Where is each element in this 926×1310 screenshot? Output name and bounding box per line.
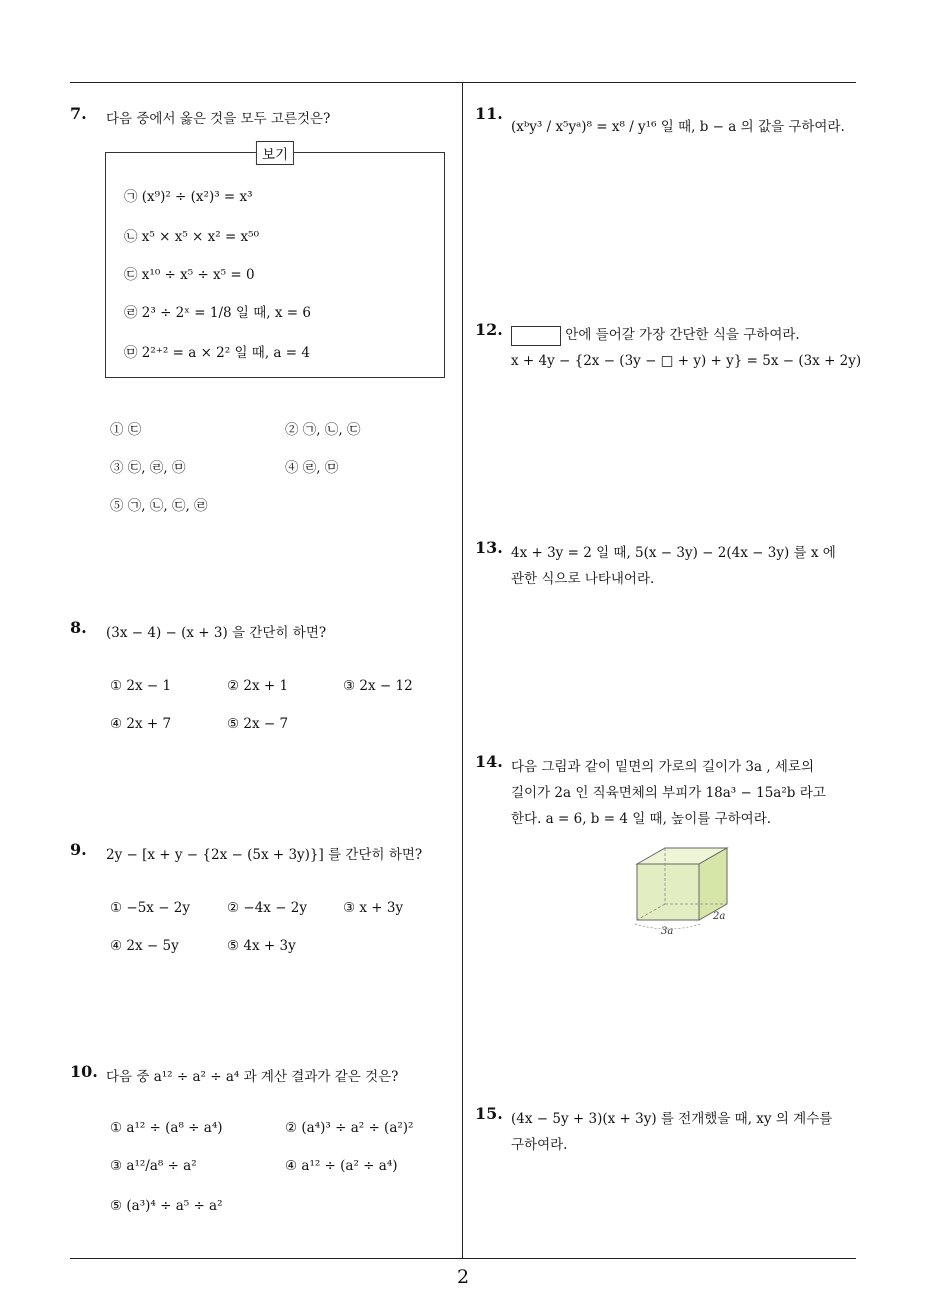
question-number: 9. [70,840,87,859]
choice-3[interactable]: ③ a¹²/a⁸ ÷ a² [110,1158,197,1174]
question-text: (3x − 4) − (x + 3) 을 간단히 하면? [106,625,327,641]
cuboid-figure [625,842,745,942]
question-number: 15. [475,1104,503,1123]
question-text: 다음 중 a¹² ÷ a² ÷ a⁴ 과 계산 결과가 같은 것은? [106,1069,399,1085]
question-text-line-1: (4x − 5y + 3)(x + 3y) 를 전개했을 때, xy 의 계수를 [511,1111,833,1127]
question-text-line-1: 4x + 3y = 2 일 때, 5(x − 3y) − 2(4x − 3y) 를 x 에 [511,545,836,561]
question-number: 12. [475,320,503,339]
bogi-item: ㉢ x¹⁰ ÷ x⁵ ÷ x⁵ = 0 [124,267,255,283]
bogi-item: ㉤ 2²⁺² = a × 2² 일 때, a = 4 [124,345,310,361]
question-text-line-2: 구하여라. [511,1137,568,1153]
choice-1[interactable]: ① a¹² ÷ (a⁸ ÷ a⁴) [110,1120,223,1136]
question-text-line-2: 길이가 2a 인 직육면체의 부피가 18a³ − 15a²b 라고 [511,785,826,801]
question-number: 11. [475,104,503,123]
question-text: 2y − [x + y − {2x − (5x + 3y)}] 를 간단히 하면? [106,847,423,863]
choice-4[interactable]: ④ 2x + 7 [110,716,172,732]
question-number: 10. [70,1062,98,1081]
choice-2[interactable]: ② −4x − 2y [227,900,308,916]
question-text-line-2: 관한 식으로 나타내어라. [511,571,655,587]
choice-2[interactable]: ② 2x + 1 [227,678,289,694]
top-rule [70,82,856,83]
choice-4[interactable]: ④ 2x − 5y [110,938,179,954]
bogi-box [105,147,445,378]
question-text: 안에 들어갈 가장 간단한 식을 구하여라. [565,327,800,343]
question-line [511,322,800,348]
question-text-line-3: 한다. a = 6, b = 4 일 때, 높이를 구하여라. [511,811,772,827]
choice-5[interactable]: ⑤ 2x − 7 [227,716,289,732]
choice-2[interactable]: ② ㉠, ㉡, ㉢ [285,422,361,438]
choice-3[interactable]: ③ 2x − 12 [343,678,413,694]
bogi-title: 보기 [256,141,294,165]
question-text-line-1: 다음 그림과 같이 밑면의 가로의 길이가 3a , 세로의 [511,759,815,775]
bottom-rule [70,1258,856,1259]
bogi-item: ㉠ (x⁹)² ÷ (x²)³ = x³ [124,189,253,205]
choice-1[interactable]: ① ㉢ [110,422,142,438]
choice-5[interactable]: ⑤ 4x + 3y [227,938,296,954]
page-number: 2 [456,1266,470,1288]
question-text: (xᵇy³ / x⁵yᵃ)⁸ = x⁸ / y¹⁶ 일 때, b − a 의 값을 구하여라. [511,119,845,135]
bogi-item: ㉡ x⁵ × x⁵ × x² = x⁵⁰ [124,229,259,245]
choice-4[interactable]: ④ a¹² ÷ (a² ÷ a⁴) [285,1158,398,1174]
choice-2[interactable]: ② (a⁴)³ ÷ a² ÷ (a²)² [285,1120,414,1136]
choice-1[interactable]: ① 2x − 1 [110,678,172,694]
choice-5[interactable]: ⑤ (a³)⁴ ÷ a⁵ ÷ a² [110,1198,223,1214]
choice-3[interactable]: ③ ㉢, ㉣, ㉤ [110,460,186,476]
question-number: 14. [475,752,503,771]
depth-label: 2a [713,911,726,922]
choice-3[interactable]: ③ x + 3y [343,900,404,916]
choice-1[interactable]: ① −5x − 2y [110,900,191,916]
question-equation: x + 4y − {2x − (3y − □ + y) + y} = 5x − (3x + 2y) [511,353,862,369]
question-number: 7. [70,104,87,123]
column-divider [462,82,463,1259]
answer-blank-box[interactable] [511,326,561,346]
cuboid-icon [625,842,745,938]
choice-4[interactable]: ④ ㉣, ㉤ [285,460,339,476]
question-number: 13. [475,538,503,557]
width-label: 3a [661,926,674,937]
question-number: 8. [70,618,87,637]
choice-5[interactable]: ⑤ ㉠, ㉡, ㉢, ㉣ [110,498,208,514]
question-text: 다음 중에서 옳은 것을 모두 고른것은? [106,111,331,127]
bogi-item: ㉣ 2³ ÷ 2ˣ = 1/8 일 때, x = 6 [124,305,311,321]
